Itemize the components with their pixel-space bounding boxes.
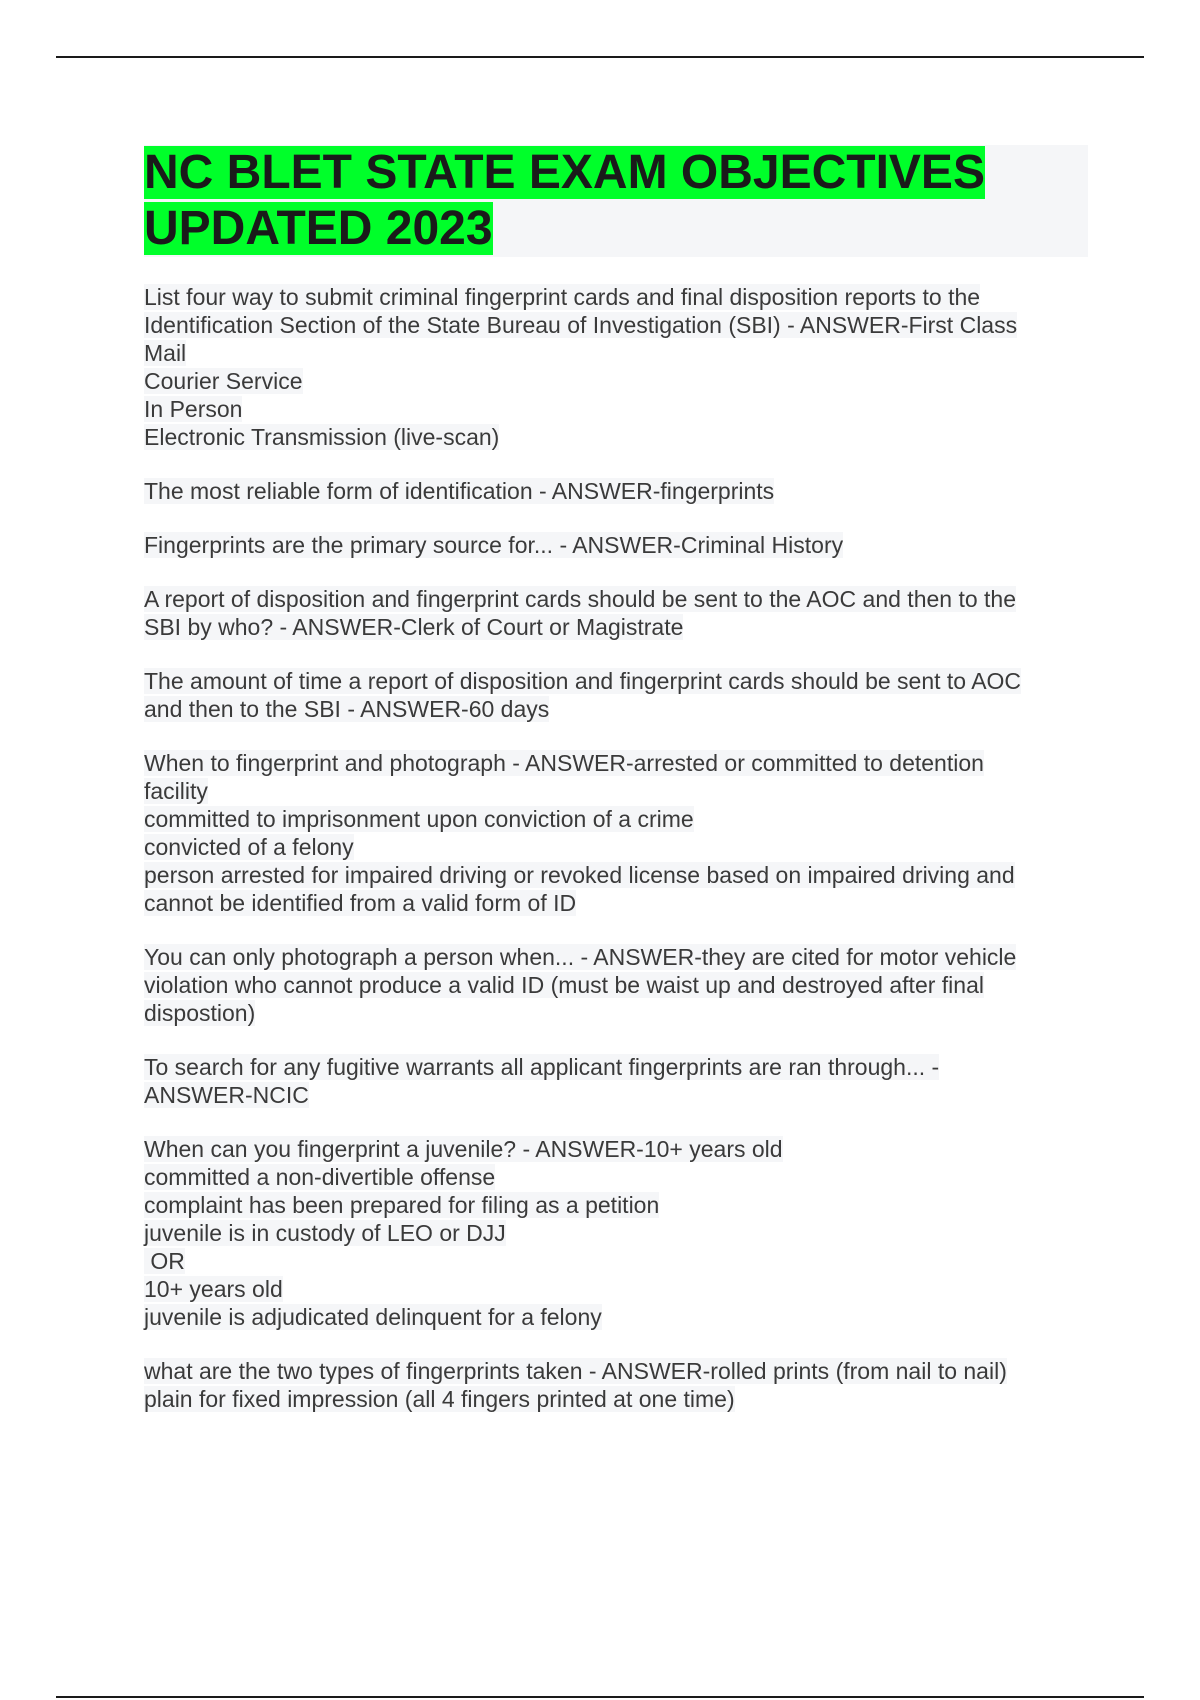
qa-line xyxy=(144,531,1084,559)
qa-line-text: cannot be identified from a valid form of ID xyxy=(144,890,577,916)
qa-line xyxy=(144,1191,1084,1219)
qa-line-text: facility xyxy=(144,778,208,804)
qa-line-text: juvenile is adjudicated delinquent for a felony xyxy=(144,1304,602,1330)
qa-line xyxy=(144,423,1084,451)
qa-line xyxy=(144,1053,1084,1081)
qa-line-text: The amount of time a report of disposition and fingerprint cards should be sent to AOC xyxy=(144,668,1022,694)
qa-line xyxy=(144,999,1084,1027)
qa-line xyxy=(144,1135,1084,1163)
qa-line xyxy=(144,585,1084,613)
qa-line xyxy=(144,749,1084,777)
document-title-block xyxy=(144,145,1088,257)
qa-entry xyxy=(144,531,1084,559)
qa-line-text: In Person xyxy=(144,396,243,422)
qa-line-text: ANSWER-NCIC xyxy=(144,1082,309,1108)
qa-line-text: Mail xyxy=(144,340,187,366)
qa-line-text: Identification Section of the State Bureau of Investigation (SBI) - ANSWER-First Class xyxy=(144,312,1018,338)
qa-line-text: committed a non-divertible offense xyxy=(144,1164,496,1190)
qa-line-text: person arrested for impaired driving or revoked license based on impaired driving and xyxy=(144,862,1015,888)
qa-line-text: OR xyxy=(144,1248,185,1274)
qa-line-text: what are the two types of fingerprints taken - ANSWER-rolled prints (from nail to nail) xyxy=(144,1358,1007,1384)
qa-line xyxy=(144,395,1084,423)
title-line: NC BLET STATE EXAM OBJECTIVES xyxy=(144,146,985,199)
qa-entry xyxy=(144,1053,1084,1109)
qa-line xyxy=(144,1275,1084,1303)
qa-line-text: Courier Service xyxy=(144,368,303,394)
qa-entry xyxy=(144,1135,1084,1331)
qa-line xyxy=(144,1385,1084,1413)
qa-entry xyxy=(144,667,1084,723)
qa-line xyxy=(144,1081,1084,1109)
qa-line-text: The most reliable form of identification - ANSWER-fingerprints xyxy=(144,478,775,504)
qa-line-text: dispostion) xyxy=(144,1000,256,1026)
qa-line-text: SBI by who? - ANSWER-Clerk of Court or Magistrate xyxy=(144,614,684,640)
qa-line xyxy=(144,1357,1084,1385)
qa-line-text: You can only photograph a person when... - ANSWER-they are cited for motor vehicle xyxy=(144,944,1017,970)
qa-line-text: juvenile is in custody of LEO or DJJ xyxy=(144,1220,506,1246)
qa-line xyxy=(144,339,1084,367)
qa-line xyxy=(144,311,1084,339)
header-rule xyxy=(56,56,1144,58)
qa-line-text: When to fingerprint and photograph - ANSWER-arrested or committed to detention xyxy=(144,750,984,776)
qa-line xyxy=(144,283,1084,311)
qa-line xyxy=(144,889,1084,917)
qa-entry xyxy=(144,477,1084,505)
qa-line xyxy=(144,1247,1084,1275)
qa-line-text: and then to the SBI - ANSWER-60 days xyxy=(144,696,550,722)
qa-line-text: Fingerprints are the primary source for... - ANSWER-Criminal History xyxy=(144,532,844,558)
footer-rule xyxy=(56,1696,1144,1698)
qa-line xyxy=(144,805,1084,833)
qa-line-text: violation who cannot produce a valid ID (must be waist up and destroyed after final xyxy=(144,972,984,998)
qa-entry xyxy=(144,943,1084,1027)
qa-line xyxy=(144,1219,1084,1247)
qa-entry xyxy=(144,1357,1084,1413)
qa-line xyxy=(144,367,1084,395)
qa-line xyxy=(144,971,1084,999)
qa-line xyxy=(144,695,1084,723)
qa-entry xyxy=(144,585,1084,641)
qa-line-text: Electronic Transmission (live-scan) xyxy=(144,424,500,450)
qa-line xyxy=(144,777,1084,805)
qa-line-text: To search for any fugitive warrants all applicant fingerprints are ran through... - xyxy=(144,1054,940,1080)
qa-line xyxy=(144,613,1084,641)
qa-line xyxy=(144,943,1084,971)
qa-line-text: plain for fixed impression (all 4 fingers printed at one time) xyxy=(144,1386,735,1412)
qa-line-text: When can you fingerprint a juvenile? - ANSWER-10+ years old xyxy=(144,1136,783,1162)
qa-entry xyxy=(144,283,1084,451)
qa-line-text: A report of disposition and fingerprint cards should be sent to the AOC and then to the xyxy=(144,586,1017,612)
qa-line xyxy=(144,477,1084,505)
qa-entry xyxy=(144,749,1084,917)
qa-line xyxy=(144,1303,1084,1331)
qa-line xyxy=(144,1163,1084,1191)
qa-line-text: 10+ years old xyxy=(144,1276,283,1302)
title-line: UPDATED 2023 xyxy=(144,202,493,255)
qa-line xyxy=(144,833,1084,861)
document-body xyxy=(144,283,1084,1439)
qa-line xyxy=(144,861,1084,889)
qa-line-text: complaint has been prepared for filing as a petition xyxy=(144,1192,660,1218)
qa-line-text: committed to imprisonment upon conviction of a crime xyxy=(144,806,694,832)
qa-line-text: convicted of a felony xyxy=(144,834,354,860)
qa-line-text: List four way to submit criminal fingerprint cards and final disposition reports to the xyxy=(144,284,981,310)
qa-line xyxy=(144,667,1084,695)
document-title xyxy=(144,145,1088,257)
